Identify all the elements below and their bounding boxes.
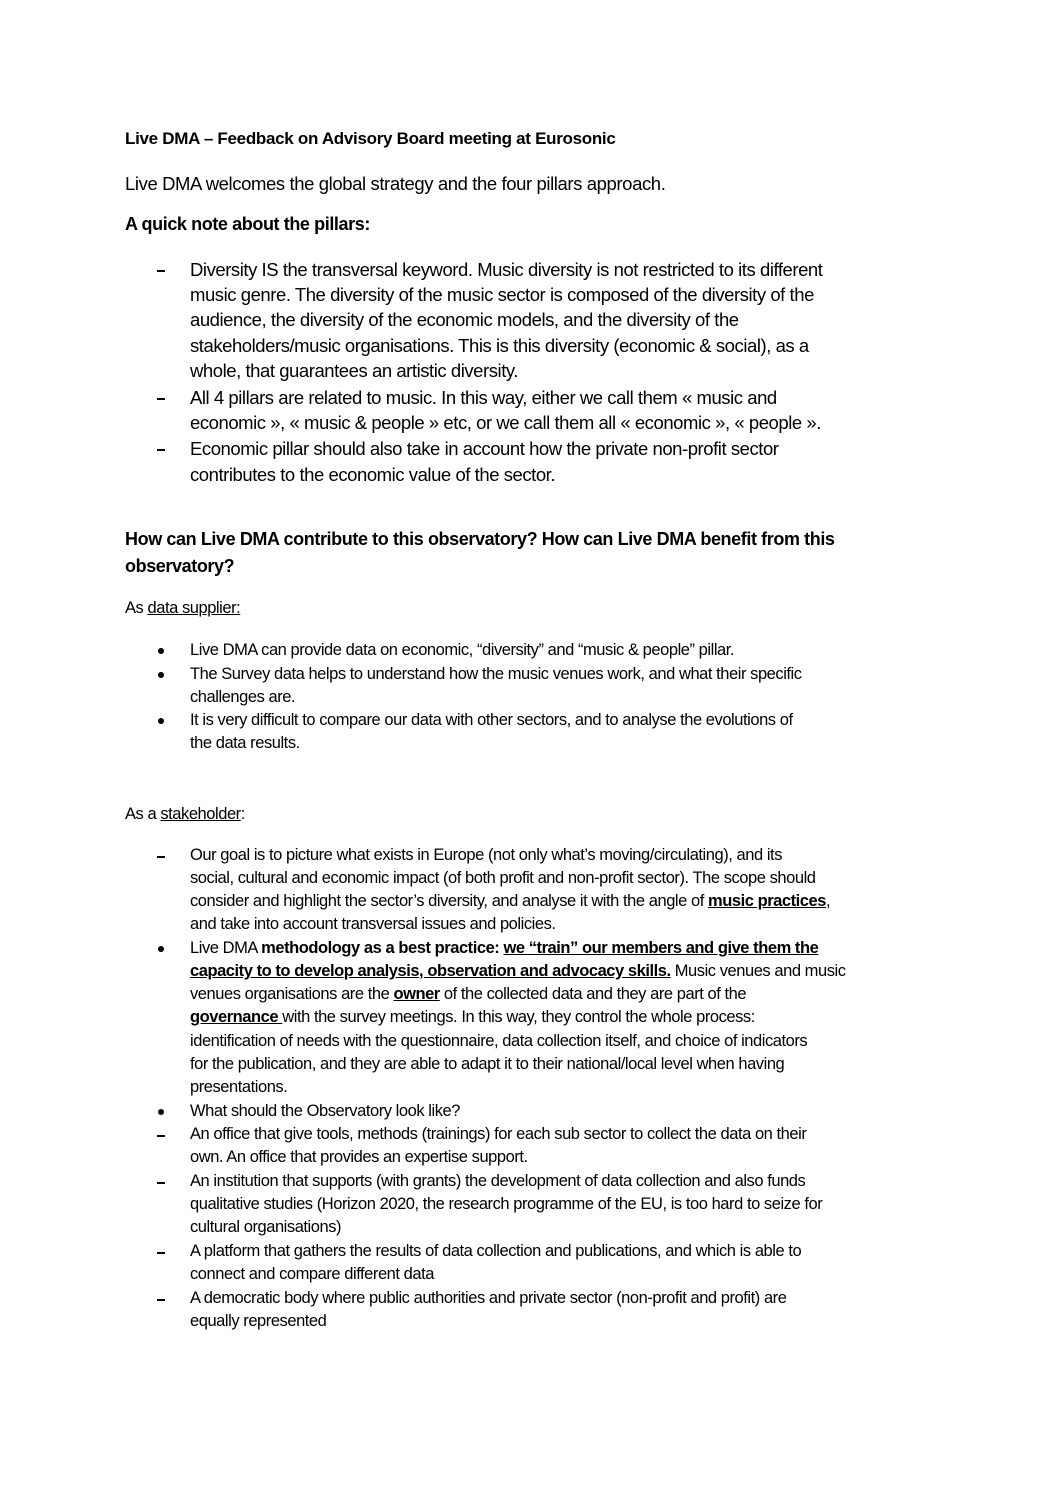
emphasis-owner: owner (393, 985, 440, 1003)
list-item-line: qualitative studies (Horizon 2020, the research programme of the EU, is too hard to seize for (190, 1195, 823, 1213)
list-item-line (190, 1006, 755, 1029)
dash-marker (157, 1135, 165, 1137)
text-span: with the survey meetings. In this way, they control the whole process: (282, 1008, 755, 1026)
list-item-line: social, cultural and economic impact (of both profit and non-profit sector). The scope should (190, 869, 816, 887)
emphasis-best-practice: methodology as a best practice: (261, 939, 504, 957)
list-item-line: An institution that supports (with grants) the development of data collection and also funds (190, 1172, 806, 1190)
text-span: Music venues and music (670, 962, 846, 980)
dash-marker (157, 449, 165, 451)
question-heading-line-1: How can Live DMA contribute to this observatory? How can Live DMA benefit from this (125, 529, 835, 549)
emphasis-governance: governance (190, 1008, 283, 1026)
list-item-line: music genre. The diversity of the music sector is composed of the diversity of the (190, 284, 814, 305)
text-span: of the collected data and they are part of the (439, 985, 747, 1003)
emphasis-capacity: capacity to to develop analysis, observation and advocacy skills. (190, 962, 671, 980)
list-item-line: A platform that gathers the results of data collection and publications, and which is able to (190, 1242, 802, 1260)
text-span: consider and highlight the sector’s diversity, and analyse it with the angle of (190, 892, 708, 910)
dash-marker (157, 398, 165, 400)
list-item-line (190, 983, 746, 1006)
data-supplier-label: data supplier: (147, 599, 241, 617)
bullet-marker (158, 648, 164, 654)
dash-marker (157, 270, 165, 272)
list-item-line: audience, the diversity of the economic models, and the diversity of the (190, 309, 739, 330)
heading-prefix: As a (125, 805, 161, 823)
list-item-line: cultural organisations) (190, 1218, 342, 1236)
stakeholder-heading (125, 803, 245, 826)
bullet-marker (158, 1109, 164, 1115)
list-item-line: The Survey data helps to understand how the music venues work, and what their specific (190, 665, 802, 683)
list-item-line: connect and compare different data (190, 1265, 434, 1283)
list-item-line: and take into account transversal issues and policies. (190, 915, 556, 933)
list-item-line: Diversity IS the transversal keyword. Music diversity is not restricted to its different (190, 259, 823, 280)
list-item-line: presentations. (190, 1078, 288, 1096)
bullet-marker (158, 672, 164, 678)
list-item-line (190, 937, 818, 960)
list-item-line: Live DMA can provide data on economic, “diversity” and “music & people” pillar. (190, 641, 735, 659)
list-item-line: stakeholders/music organisations. This is this diversity (economic & social), as a (190, 335, 809, 356)
list-item-line: All 4 pillars are related to music. In this way, either we call them « music and (190, 387, 777, 408)
dash-marker (157, 1299, 165, 1301)
question-heading-line-2: observatory? (125, 556, 235, 576)
list-item-line: own. An office that provides an expertise support. (190, 1148, 528, 1166)
list-item-line: contributes to the economic value of the sector. (190, 464, 556, 485)
list-item-line: It is very difficult to compare our data with other sectors, and to analyse the evolutions of (190, 711, 793, 729)
data-supplier-heading (125, 597, 240, 620)
list-item-line (190, 890, 830, 913)
list-item-line: An office that give tools, methods (trainings) for each sub sector to collect the data on their (190, 1125, 807, 1143)
bullet-marker (158, 946, 164, 952)
stakeholder-label: stakeholder (160, 805, 241, 823)
list-item-line: identification of needs with the questionnaire, data collection itself, and choice of indicators (190, 1032, 808, 1050)
emphasis-music-practices: music practices (708, 892, 826, 910)
dash-marker (157, 856, 165, 858)
list-item-line: Economic pillar should also take in account how the private non-profit sector (190, 438, 779, 459)
list-item-line: economic », « music & people » etc, or we call them all « economic », « people ». (190, 412, 821, 433)
list-item-line: What should the Observatory look like? (190, 1102, 460, 1120)
list-item-line: Our goal is to picture what exists in Europe (not only what’s moving/circulating), and its (190, 846, 782, 864)
heading-prefix: As (125, 599, 148, 617)
text-span: venues organisations are the (190, 985, 394, 1003)
pillars-heading: A quick note about the pillars: (125, 214, 370, 234)
list-item-line (190, 960, 846, 983)
list-item-line: the data results. (190, 734, 300, 752)
list-item-line: challenges are. (190, 688, 296, 706)
bullet-marker (158, 718, 164, 724)
dash-marker (157, 1182, 165, 1184)
document-title: Live DMA – Feedback on Advisory Board meeting at Eurosonic (125, 129, 616, 148)
heading-suffix: : (240, 805, 245, 823)
text-span: , (825, 892, 831, 910)
intro-paragraph: Live DMA welcomes the global strategy and the four pillars approach. (125, 173, 666, 194)
list-item-line: A democratic body where public authorities and private sector (non-profit and profit) are (190, 1289, 787, 1307)
list-item-line: for the publication, and they are able to adapt it to their national/local level when having (190, 1055, 785, 1073)
emphasis-train-members: we “train” our members and give them the (503, 939, 819, 957)
dash-marker (157, 1252, 165, 1254)
text-span: Live DMA (190, 939, 262, 957)
list-item-line: whole, that guarantees an artistic diversity. (190, 360, 518, 381)
list-item-line: equally represented (190, 1312, 327, 1330)
